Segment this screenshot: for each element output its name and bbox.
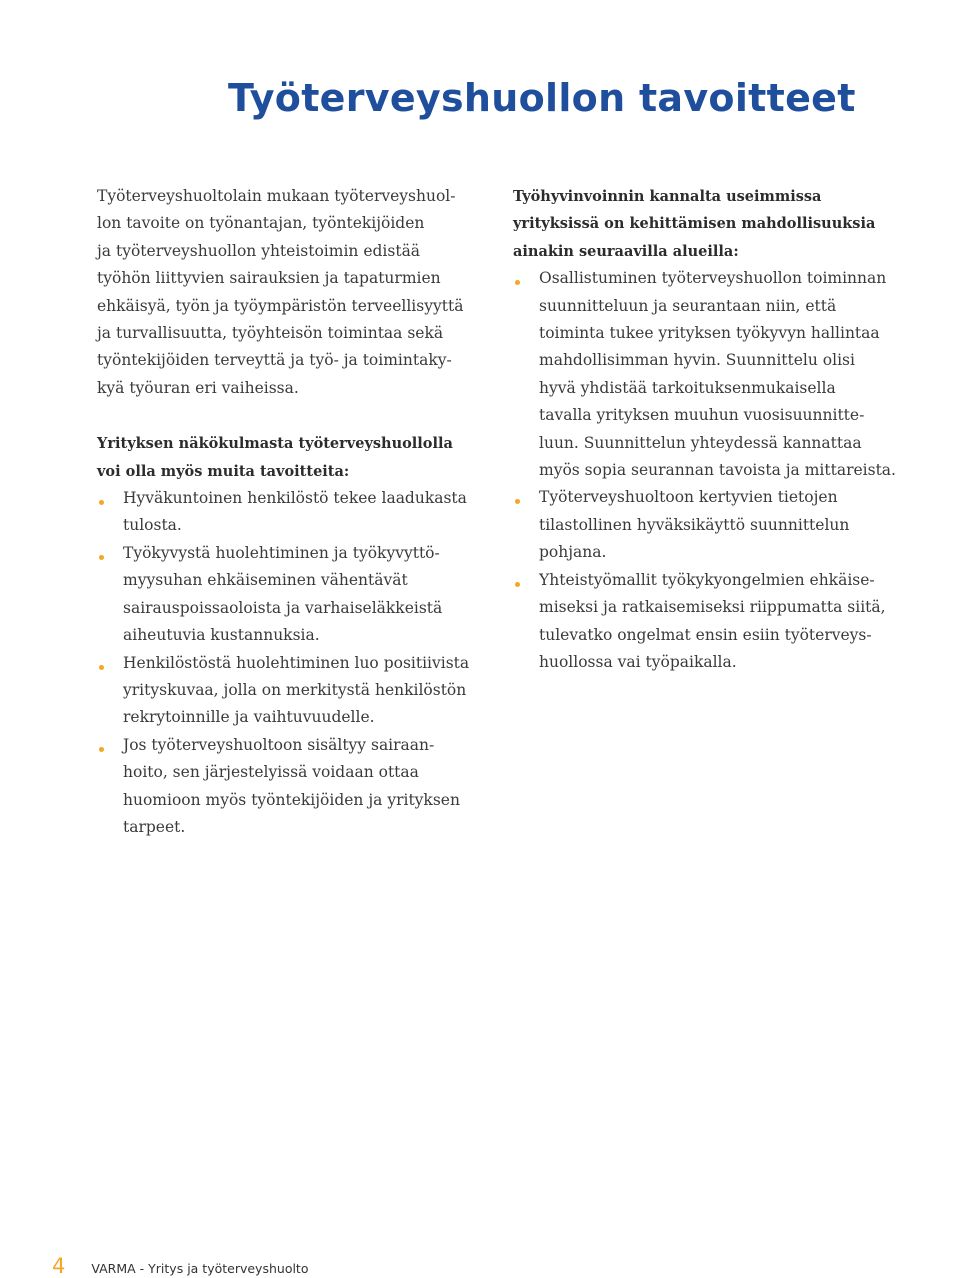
text-line: yrityskuvaa, jolla on merkitystä henkilöstön	[123, 680, 467, 699]
bullet-dot-icon	[515, 499, 520, 504]
footer-text: VARMA - Yritys ja työterveyshuolto	[91, 1261, 309, 1276]
text-line: työhön liittyvien sairauksien ja tapaturmien	[97, 269, 441, 288]
text-line: ja turvallisuutta, työyhteisön toimintaa sekä	[97, 324, 444, 343]
text-line: huollossa vai työpaikalla.	[539, 652, 737, 671]
goals-list	[97, 485, 492, 841]
text-line: ja työterveyshuollon yhteistoimin edistää	[97, 241, 421, 260]
text-line: tavalla yrityksen muuhun vuosisuunnitte-	[539, 406, 865, 425]
page-footer	[52, 1248, 308, 1278]
text-line: hyvä yhdistää tarkoituksenmukaisella	[539, 378, 836, 397]
bullet-dot-icon	[99, 500, 104, 505]
list-item	[97, 732, 492, 842]
bullet-dot-icon	[99, 665, 104, 670]
list-item	[97, 485, 492, 540]
text-line: kyä työuran eri vaiheissa.	[97, 378, 299, 397]
left-column	[97, 183, 492, 841]
section-lead-heading	[513, 183, 913, 265]
text-line: huomioon myös työntekijöiden ja yrityksen	[123, 790, 460, 809]
page-number: 4	[52, 1254, 66, 1278]
text-line: Työterveyshuoltoon kertyvien tietojen	[539, 488, 838, 507]
text-line: yrityksissä on kehittämisen mahdollisuuksia	[513, 215, 876, 233]
section-lead-heading	[97, 430, 492, 485]
text-line: Hyväkuntoinen henkilöstö tekee laadukasta	[123, 489, 467, 508]
bullet-dot-icon	[99, 747, 104, 752]
text-line: suunnitteluun ja seurantaan niin, että	[539, 296, 837, 315]
text-line: toiminta tukee yrityksen työkyvyn hallintaa	[539, 324, 880, 343]
text-line: tarpeet.	[123, 817, 186, 836]
text-line: Henkilöstöstä huolehtiminen luo positiivista	[123, 653, 470, 672]
list-item	[97, 540, 492, 650]
list-item	[513, 567, 913, 677]
text-line: rekrytoinnille ja vaihtuvuudelle.	[123, 708, 375, 727]
text-line: myös sopia seurannan tavoista ja mittareista.	[539, 461, 896, 480]
text-line: luun. Suunnittelun yhteydessä kannattaa	[539, 433, 862, 452]
text-line: miseksi ja ratkaisemiseksi riippumatta siitä,	[539, 598, 886, 617]
list-item	[97, 650, 492, 732]
list-item	[513, 265, 913, 484]
list-item	[513, 484, 913, 566]
text-line: Yhteistyömallit työkykyongelmien ehkäise-	[539, 570, 875, 589]
text-line: tulevatko ongelmat ensin esiin työterveys-	[539, 625, 872, 644]
text-line: myysuhan ehkäiseminen vähentävät	[123, 571, 408, 590]
text-line: tulosta.	[123, 516, 182, 535]
text-line: lon tavoite on työnantajan, työntekijöiden	[97, 214, 425, 233]
text-line: Jos työterveyshuoltoon sisältyy sairaan-	[123, 735, 435, 754]
text-line: aiheutuvia kustannuksia.	[123, 626, 320, 645]
development-areas-list	[513, 265, 913, 676]
text-line: ainakin seuraavilla alueilla:	[513, 242, 739, 260]
text-line: sairauspoissaoloista ja varhaiseläkkeistä	[123, 598, 443, 617]
text-line: Osallistuminen työterveyshuollon toiminnan	[539, 269, 887, 288]
text-line: Yrityksen näkökulmasta työterveyshuollolla	[97, 435, 453, 453]
bullet-dot-icon	[515, 280, 520, 285]
text-line: hoito, sen järjestelyissä voidaan ottaa	[123, 763, 419, 782]
text-line: tilastollinen hyväksikäyttö suunnittelun	[539, 515, 850, 534]
intro-paragraph	[97, 183, 492, 402]
right-column	[513, 183, 913, 676]
text-line: työntekijöiden terveyttä ja työ- ja toimintaky-	[97, 351, 452, 370]
text-line: mahdollisimman hyvin. Suunnittelu olisi	[539, 351, 855, 370]
bullet-dot-icon	[515, 582, 520, 587]
text-line: ehkäisyä, työn ja työympäristön terveellisyyttä	[97, 296, 464, 315]
text-line: pohjana.	[539, 543, 607, 562]
text-line: voi olla myös muita tavoitteita:	[97, 462, 350, 480]
text-line: Työkyvystä huolehtiminen ja työkyvyttö-	[123, 543, 440, 562]
bullet-dot-icon	[99, 555, 104, 560]
page-title: Työterveyshuollon tavoitteet	[228, 76, 856, 120]
text-line: Työterveyshuoltolain mukaan työterveyshuol-	[97, 187, 456, 205]
text-line: Työhyvinvoinnin kannalta useimmissa	[513, 188, 822, 205]
